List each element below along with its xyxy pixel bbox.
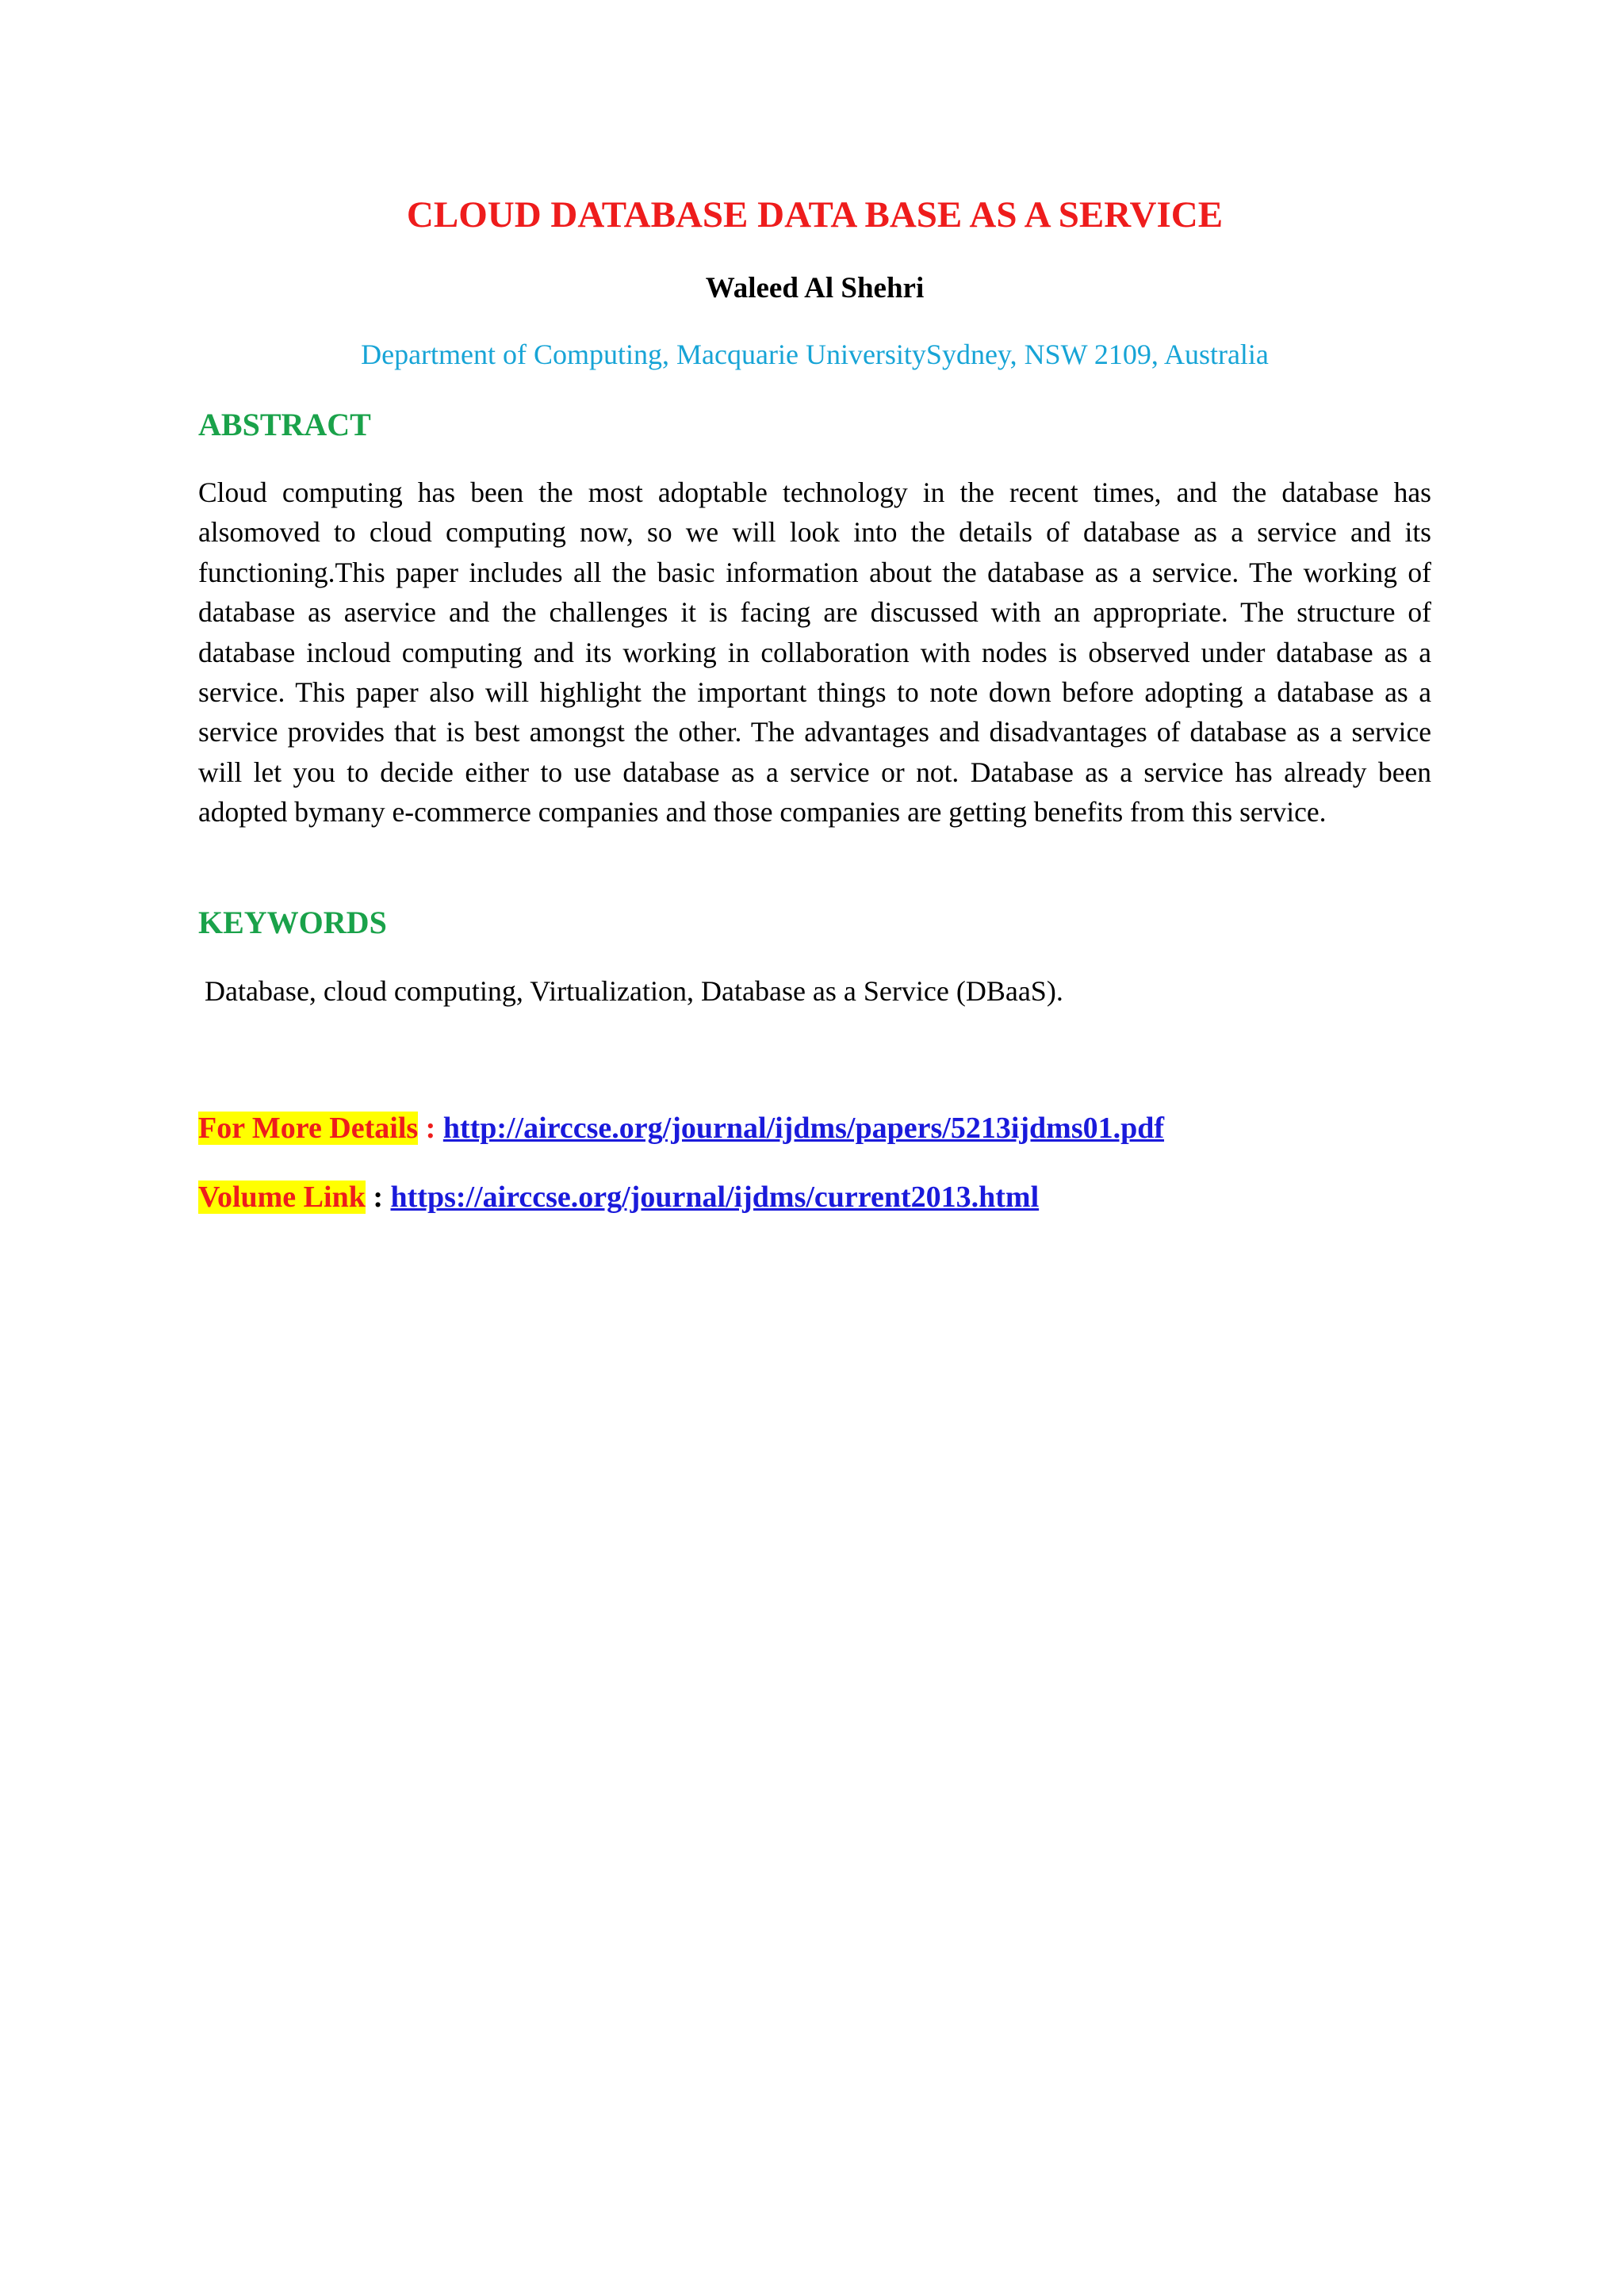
volume-link[interactable]: https://airccse.org/journal/ijdms/current2013.html xyxy=(390,1181,1040,1214)
keywords-text: Database, cloud computing, Virtualization, Database as a Service (DBaaS). xyxy=(205,975,1063,1007)
author-affiliation: Department of Computing, Macquarie UniversitySydney, NSW 2109, Australia xyxy=(361,339,1269,370)
abstract-text: Cloud computing has been the most adoptable technology in the recent times, and the database has alsomoved to cloud computing now, so we will look into the details of database as a service and its functioning.This paper includes all the basic information about the database as a service. The working of database as aservice and the challenges it is facing are discussed with an appropriate. The structure of database incloud computing and its working in collaboration with nodes is observed under database as a service. This paper also will highlight the important things to note down before adopting a database as a service provides that is best amongst the other. The advantages and disadvantages of database as a service will let you to decide either to use database as a service or not. Database as a service has already been adopted bymany e-commerce companies and those companies are getting benefits from this service. xyxy=(198,476,1431,828)
more-details-separator: : xyxy=(418,1112,443,1145)
more-details-label: For More Details xyxy=(198,1112,419,1145)
abstract-heading: ABSTRACT xyxy=(198,407,371,442)
author-name: Waleed Al Shehri xyxy=(705,272,925,304)
more-details-link[interactable]: http://airccse.org/journal/ijdms/papers/5213ijdms01.pdf xyxy=(442,1112,1165,1145)
volume-link-label: Volume Link xyxy=(198,1181,366,1214)
paper-title: CLOUD DATABASE DATA BASE AS A SERVICE xyxy=(406,194,1224,235)
volume-link-separator: : xyxy=(365,1181,391,1214)
more-details-line xyxy=(198,1107,1164,1150)
volume-link-line xyxy=(198,1176,1039,1219)
keywords-heading: KEYWORDS xyxy=(198,905,387,940)
